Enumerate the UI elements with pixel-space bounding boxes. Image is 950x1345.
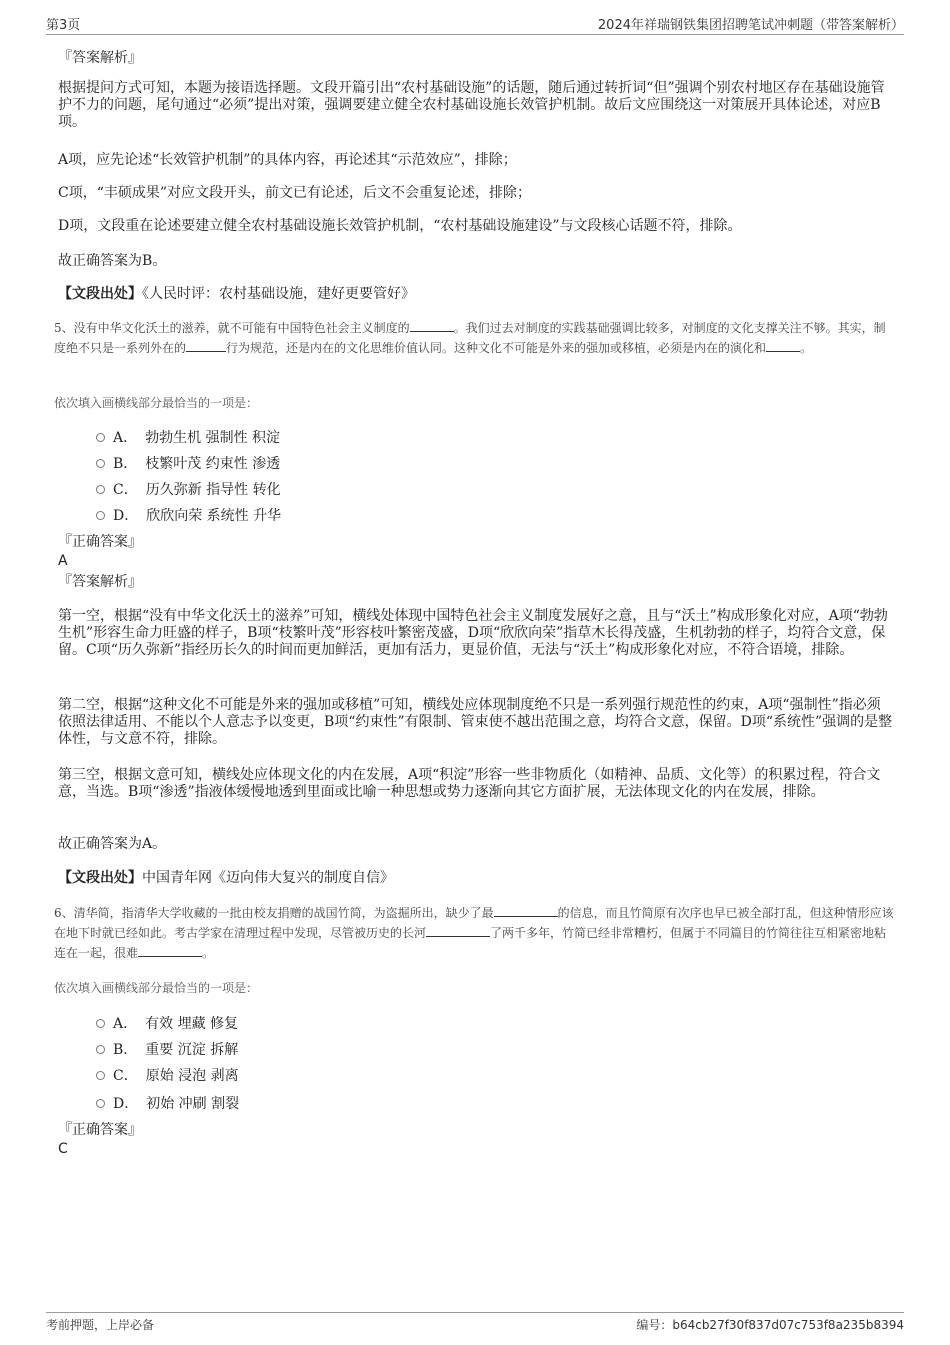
analysis-label: 『答案解析』 — [58, 50, 142, 66]
option-a-radio[interactable]: A． 有效 埋藏 修复 — [96, 1013, 238, 1033]
radio-icon[interactable] — [96, 1099, 105, 1108]
analysis-option-c: C项，“丰硕成果”对应文段开头，前文已有论述，后文不会重复论述，排除； — [58, 185, 532, 201]
blank — [426, 924, 490, 937]
analysis-paragraph: 根据提问方式可知，本题为接语选择题。文段开篇引出“农村基础设施”的话题，随后通过转折词“但”强调个别农村地区存在基础设施管护不力的问题，尾句通过“必须”提出对策，强调要建立健全农村基础设施长效管护机制。故后文应围绕这一对策展开具体论述，对应B项。 — [58, 80, 885, 130]
analysis-blank-1: 第一空，根据“没有中华文化沃土的滋养”可知，横线处体现中国特色社会主义制度发展好之意，且与“沃土”构成形象化对应，A项“勃勃生机”形容生命力旺盛的样子，B项“枝繁叶茂”形容枝叶繁密茂盛，D项“欣欣向荣”指草木长得茂盛，生机勃勃的样子，均符合文意，保留。C项“历久弥新”指经历长久的时间而更加鲜活，更加有活力，更显价值，无法与“沃土”构成形象化对应，不符合语境，排除。 — [58, 608, 888, 658]
footer-slogan: 考前押题，上岸必备 — [46, 1318, 155, 1332]
analysis-blank-3: 第三空，根据文意可知，横线处应体现文化的内在发展，A项“积淀”形容一些非物质化（如精神、品质、文化等）的积累过程，符合文意，当选。B项“渗透”指液体缓慢地透到里面或比喻一种思想或势力逐渐向其它方面扩展，无法体现文化的内在发展，排除。 — [58, 767, 881, 800]
option-b-radio[interactable]: B． 重要 沉淀 拆解 — [96, 1039, 238, 1059]
conclusion: 故正确答案为B。 — [58, 253, 167, 269]
page-number: 第3页 — [46, 18, 81, 33]
option-d-radio[interactable]: D． 欣欣向荣 系统性 升华 — [96, 505, 281, 525]
document-id: 编号：b64cb27f30f837d07c753f8a235b8394 — [636, 1318, 904, 1332]
radio-icon[interactable] — [96, 485, 105, 494]
correct-answer: C — [58, 1141, 68, 1157]
source-line — [58, 286, 415, 303]
option-b-radio[interactable]: B． 枝繁叶茂 约束性 渗透 — [96, 453, 280, 473]
radio-icon[interactable] — [96, 1019, 105, 1028]
blank — [410, 319, 454, 332]
page-footer — [46, 1312, 904, 1336]
source-label: 【文段出处】 — [58, 870, 142, 886]
conclusion: 故正确答案为A。 — [58, 836, 167, 852]
question-6-prompt: 依次填入画横线部分最恰当的一项是： — [54, 981, 259, 995]
analysis-option-a: A项，应先论述“长效管护机制”的具体内容，再论述其“示范效应”，排除； — [58, 152, 517, 168]
source-text: 中国青年网《迈向伟大复兴的制度自信》 — [142, 870, 394, 886]
radio-icon[interactable] — [96, 459, 105, 468]
correct-answer-label: 『正确答案』 — [58, 534, 142, 550]
radio-icon[interactable] — [96, 1071, 105, 1080]
question-5-stem: 5、没有中华文化沃土的滋养，就不可能有中国特色社会主义制度的 。我们过去对制度的实践基础强调比较多，对制度的文化支撑关注不够。其实，制度绝不只是一系列外在的 行为规范，还是内在的文化思维价值认同。这种文化不可能是外来的强加或移植，必须是内在的演化和 。 — [54, 321, 886, 355]
source-text: 《人民时评：农村基础设施，建好更要管好》 — [142, 286, 415, 302]
radio-icon[interactable] — [96, 511, 105, 520]
analysis-blank-2: 第二空，根据“这种文化不可能是外来的强加或移植”可知，横线处应体现制度绝不只是一系列强行规范性的约束，A项“强制性”指必须依照法律适用、不能以个人意志予以变更，B项“约束性”有限制、管束使不越出范围之意，均符合文意，保留。D项“系统性”强调的是整体性，与文意不符，排除。 — [58, 697, 893, 747]
analysis-label: 『答案解析』 — [58, 574, 142, 590]
source-label: 【文段出处】 — [58, 286, 142, 302]
blank — [186, 339, 226, 352]
question-5-prompt: 依次填入画横线部分最恰当的一项是： — [54, 396, 259, 410]
option-d-radio[interactable]: D． 初始 冲刷 割裂 — [96, 1093, 239, 1113]
page-header — [46, 14, 904, 35]
blank — [494, 904, 558, 917]
radio-icon[interactable] — [96, 433, 105, 442]
document-title: 2024年祥瑞钢铁集团招聘笔试冲刺题（带答案解析） — [597, 18, 904, 33]
radio-icon[interactable] — [96, 1045, 105, 1054]
blank — [766, 339, 800, 352]
option-a-radio[interactable]: A． 勃勃生机 强制性 积淀 — [96, 427, 280, 447]
question-6-stem: 6、清华简，指清华大学收藏的一批由校友捐赠的战国竹简，为盗掘所出，缺少了最 的信息，而且竹简原有次序也早已被全部打乱，但这种情形应该在地下时就已经如此。考古学家在清理过程中发现，尽管被历史的长河 了两千多年，竹简已经非常糟朽，但属于不同篇目的竹简往往互相紧密地粘连在一起，很难 。 — [54, 906, 894, 960]
source-line — [58, 870, 394, 887]
option-c-radio[interactable]: C． 历久弥新 指导性 转化 — [96, 479, 281, 499]
correct-answer: A — [58, 553, 68, 569]
blank — [138, 944, 202, 957]
correct-answer-label: 『正确答案』 — [58, 1122, 142, 1138]
option-c-radio[interactable]: C． 原始 浸泡 剥离 — [96, 1065, 239, 1085]
analysis-option-d: D项，文段重在论述要建立健全农村基础设施长效管护机制，“农村基础设施建设”与文段核心话题不符，排除。 — [58, 218, 742, 234]
